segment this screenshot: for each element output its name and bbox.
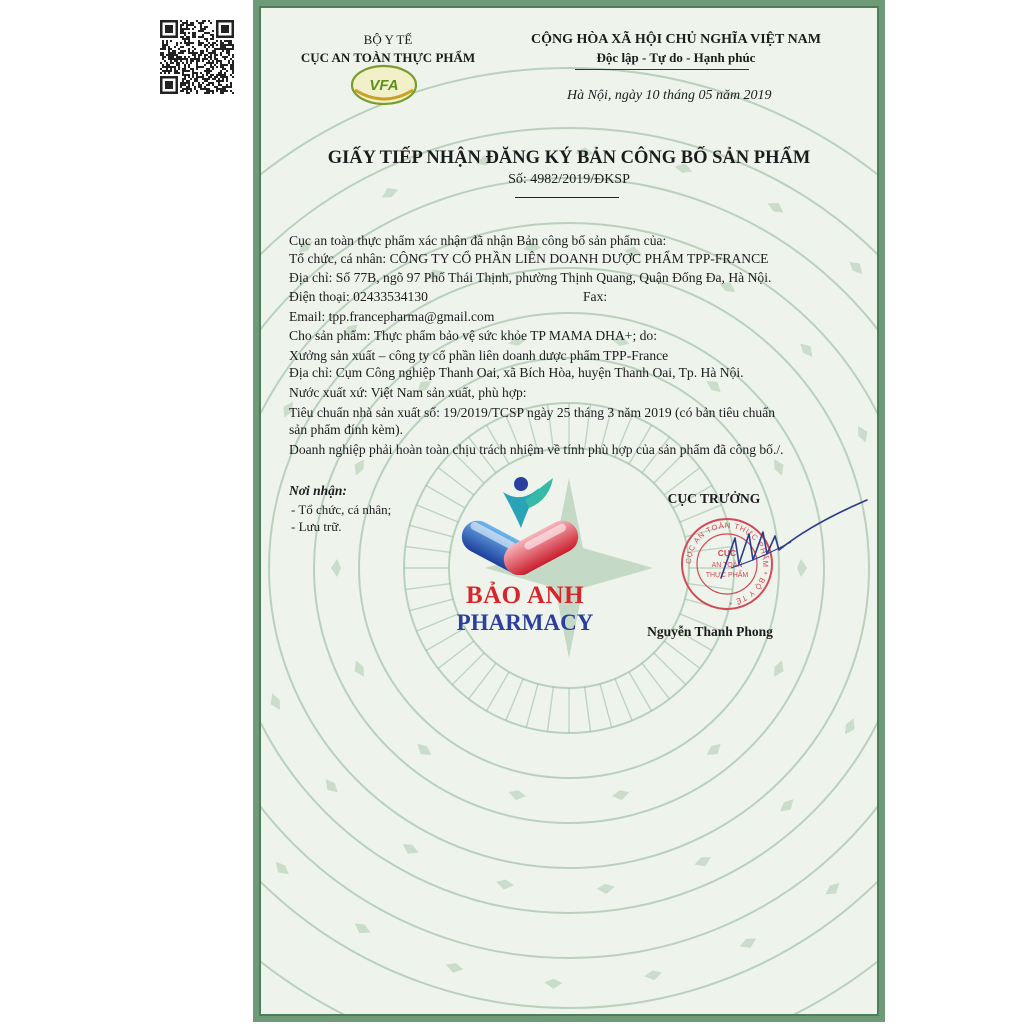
standard-line-2: sản phẩm đính kèm). (289, 422, 404, 437)
svg-text:VFA: VFA (369, 77, 399, 94)
factory-address-line: Địa chỉ: Cụm Công nghiệp Thanh Oai, xã Bích Hòa, huyện Thanh Oai, Tp. Hà Nội. (289, 365, 744, 380)
recipient-item: - Lưu trữ. (291, 519, 342, 534)
certificate-paper (259, 6, 879, 1016)
certificate-document (253, 0, 885, 1022)
title-underline (515, 197, 619, 198)
document-title: GIẤY TIẾP NHẬN ĐĂNG KÝ BẢN CÔNG BỐ SẢN PHẨM (327, 148, 811, 168)
vfa-logo-icon (349, 64, 419, 106)
address-line: Địa chỉ: Số 77B, ngõ 97 Phố Thái Thịnh, phường Thịnh Quang, Quận Đống Đa, Hà Nội. (289, 270, 772, 285)
factory-line: Xưởng sản xuất – công ty cổ phần liên doanh dược phẩm TPP-France (289, 348, 669, 363)
product-line: Cho sản phẩm: Thực phẩm bảo vệ sức khỏe TP MAMA DHA+; do: (289, 328, 658, 343)
recipients-label: Nơi nhận: (289, 483, 347, 498)
motto-underline (575, 69, 749, 70)
responsibility-line: Doanh nghiệp phải hoàn toàn chịu trách nhiệm về tính phù hợp của sản phẩm đã công bố./. (289, 442, 784, 457)
handwritten-signature (701, 494, 871, 594)
ministry-name: BỘ Y TẾ (363, 32, 413, 47)
fax-line: Fax: (583, 289, 608, 304)
signer-name: Nguyễn Thanh Phong (647, 624, 773, 639)
qr-code (160, 20, 234, 94)
intro-text: Cục an toàn thực phẩm xác nhận đã nhận Bản công bố sản phẩm của: (289, 233, 667, 248)
recipient-item: - Tổ chức, cá nhân; (291, 502, 392, 517)
svg-text:CỤC AN TOÀN THỰC PHẨM * BỘ Y T: CỤC AN TOÀN THỰC PHẨM * BỘ Y TẾ * (683, 520, 771, 608)
signer-title: CỤC TRƯỞNG (667, 491, 761, 506)
origin-line: Nước xuất xứ: Việt Nam sản xuất, phù hợp: (289, 385, 527, 400)
document-number: Số: 4982/2019/ĐKSP (508, 172, 630, 187)
svg-text:AN TOÀN: AN TOÀN (711, 562, 743, 569)
svg-text:CỤC: CỤC (717, 548, 737, 558)
pharmacy-brand-name: BẢO ANH (465, 582, 585, 609)
national-motto: Độc lập - Tự do - Hạnh phúc (596, 50, 756, 65)
svg-text:THỰC PHẨM: THỰC PHẨM (705, 572, 749, 579)
republic-name: CỘNG HÒA XÃ HỘI CHỦ NGHĨA VIỆT NAM (530, 32, 821, 47)
pharmacy-logo-icon (449, 470, 589, 575)
email-line: Email: tpp.francepharma@gmail.com (289, 309, 495, 324)
organization-line: Tổ chức, cá nhân: CÔNG TY CỔ PHẦN LIÊN DOANH DƯỢC PHẨM TPP-FRANCE (289, 251, 769, 266)
pharmacy-brand-subtitle: PHARMACY (456, 610, 594, 635)
standard-line-1: Tiêu chuẩn nhà sản xuất số: 19/2019/TCSP ngày 25 tháng 3 năm 2019 (có bản tiêu chuẩn (289, 405, 776, 420)
phone-line: Điện thoại: 02433534130 (289, 289, 428, 304)
agency-name: CỤC AN TOÀN THỰC PHẨM (300, 50, 476, 65)
place-date: Hà Nội, ngày 10 tháng 05 năm 2019 (567, 88, 772, 103)
